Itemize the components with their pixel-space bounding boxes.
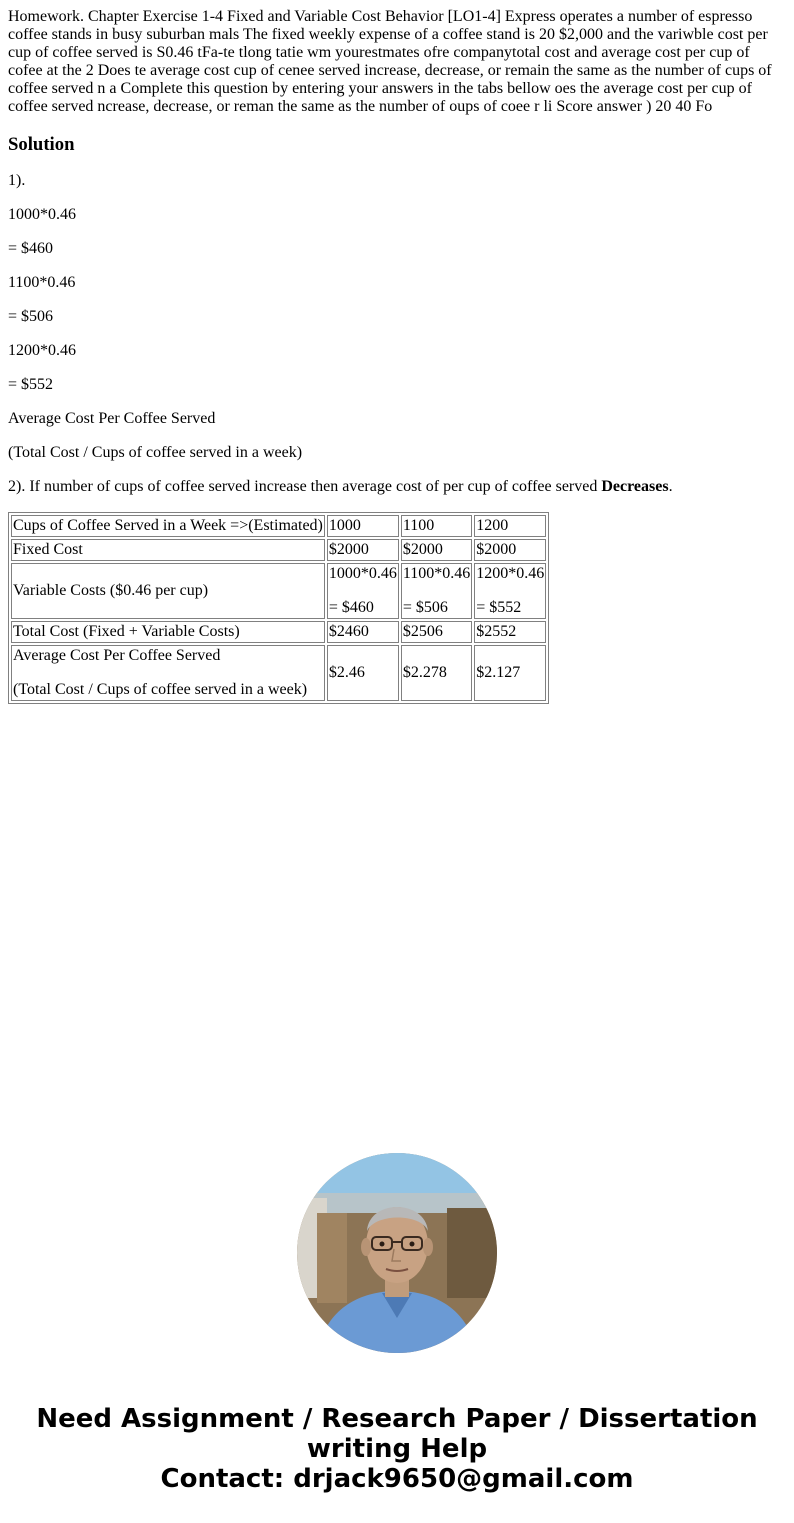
- table-cell: Total Cost (Fixed + Variable Costs): [11, 621, 325, 643]
- table-cell: [11, 645, 325, 701]
- page-content: [8, 8, 786, 704]
- result-text: = $460: [328, 599, 374, 616]
- table-row: [11, 563, 546, 619]
- answer-suffix: .: [668, 478, 673, 495]
- avatar: [297, 1153, 497, 1353]
- table-row: [11, 621, 546, 643]
- table-cell: $2000: [401, 539, 472, 561]
- table-cell: $2000: [327, 539, 399, 561]
- banner-line-1: Need Assignment / Research Paper / Dissertation: [36, 1404, 758, 1434]
- average-cost-heading: Average Cost Per Coffee Served: [8, 410, 216, 427]
- result-text: = $552: [476, 599, 522, 616]
- step-label: 1).: [8, 172, 26, 189]
- table-cell: [474, 563, 546, 619]
- calc-1200: 1200*0.46: [8, 342, 76, 359]
- table-cell: 1000: [327, 515, 399, 537]
- solution-heading: Solution: [8, 134, 75, 155]
- table-cell: Variable Costs ($0.46 per cup): [11, 563, 325, 619]
- table-cell: [327, 563, 399, 619]
- formula-text: 1000*0.46: [328, 565, 397, 582]
- table-cell: $2000: [474, 539, 546, 561]
- result-1000: = $460: [8, 240, 54, 257]
- average-cost-formula: (Total Cost / Cups of coffee served in a week): [8, 444, 303, 461]
- result-text: = $506: [402, 599, 448, 616]
- table-cell: $2506: [401, 621, 472, 643]
- result-1200: = $552: [8, 376, 54, 393]
- table-row: [11, 539, 546, 561]
- result-1100: = $506: [8, 308, 54, 325]
- table-cell: [401, 563, 472, 619]
- table-cell: $2.278: [401, 645, 472, 701]
- table-cell: Cups of Coffee Served in a Week =>(Estimated): [11, 515, 325, 537]
- avatar-photo: [297, 1153, 497, 1353]
- label-line-2: (Total Cost / Cups of coffee served in a week): [13, 681, 308, 698]
- answer-bold: Decreases: [601, 478, 669, 495]
- answer-text: [8, 478, 786, 496]
- banner-line-2: writing Help: [306, 1434, 488, 1464]
- formula-text: 1200*0.46: [476, 565, 545, 582]
- calc-1100: 1100*0.46: [8, 274, 76, 291]
- contact-banner: [0, 1404, 794, 1494]
- question-text: Homework. Chapter Exercise 1-4 Fixed and Variable Cost Behavior [LO1-4] Express operates a number of espresso coffee stands in busy suburban mals The fixed weekly expense of a coffee stand is 20 $2,000 and the variwble cost per cup of coffee served is S0.46 tFa-te tlong tatie wm yourestmates ofre companytotal cost and average cost per cup of cofee at the 2 Does te average cost cup of cenee served increase, decrease, or remain the same as the number of cups of coffee served n a Complete this question by entering your answers in the tabs bellow oes the average cost per cup of coffee served ncrease, decrease, or reman the same as the number of oups of coee r li Score answer ) 20 40 Fo: [8, 8, 772, 115]
- banner-contact-line: Contact: drjack9650@gmail.com: [160, 1464, 634, 1494]
- calc-1000: 1000*0.46: [8, 206, 76, 223]
- table-cell: 1200: [474, 515, 546, 537]
- table-cell: $2.127: [474, 645, 546, 701]
- table-row: [11, 515, 546, 537]
- table-cell: 1100: [401, 515, 472, 537]
- table-cell: $2552: [474, 621, 546, 643]
- answer-prefix: 2). If number of cups of coffee served increase then average cost of per cup of coffee served: [8, 478, 602, 495]
- label-line-1: Average Cost Per Coffee Served: [13, 647, 221, 664]
- table-cell: $2.46: [327, 645, 399, 701]
- cost-table: [8, 512, 549, 704]
- table-row: [11, 645, 546, 701]
- table-cell: $2460: [327, 621, 399, 643]
- table-cell: Fixed Cost: [11, 539, 325, 561]
- formula-text: 1100*0.46: [402, 565, 471, 582]
